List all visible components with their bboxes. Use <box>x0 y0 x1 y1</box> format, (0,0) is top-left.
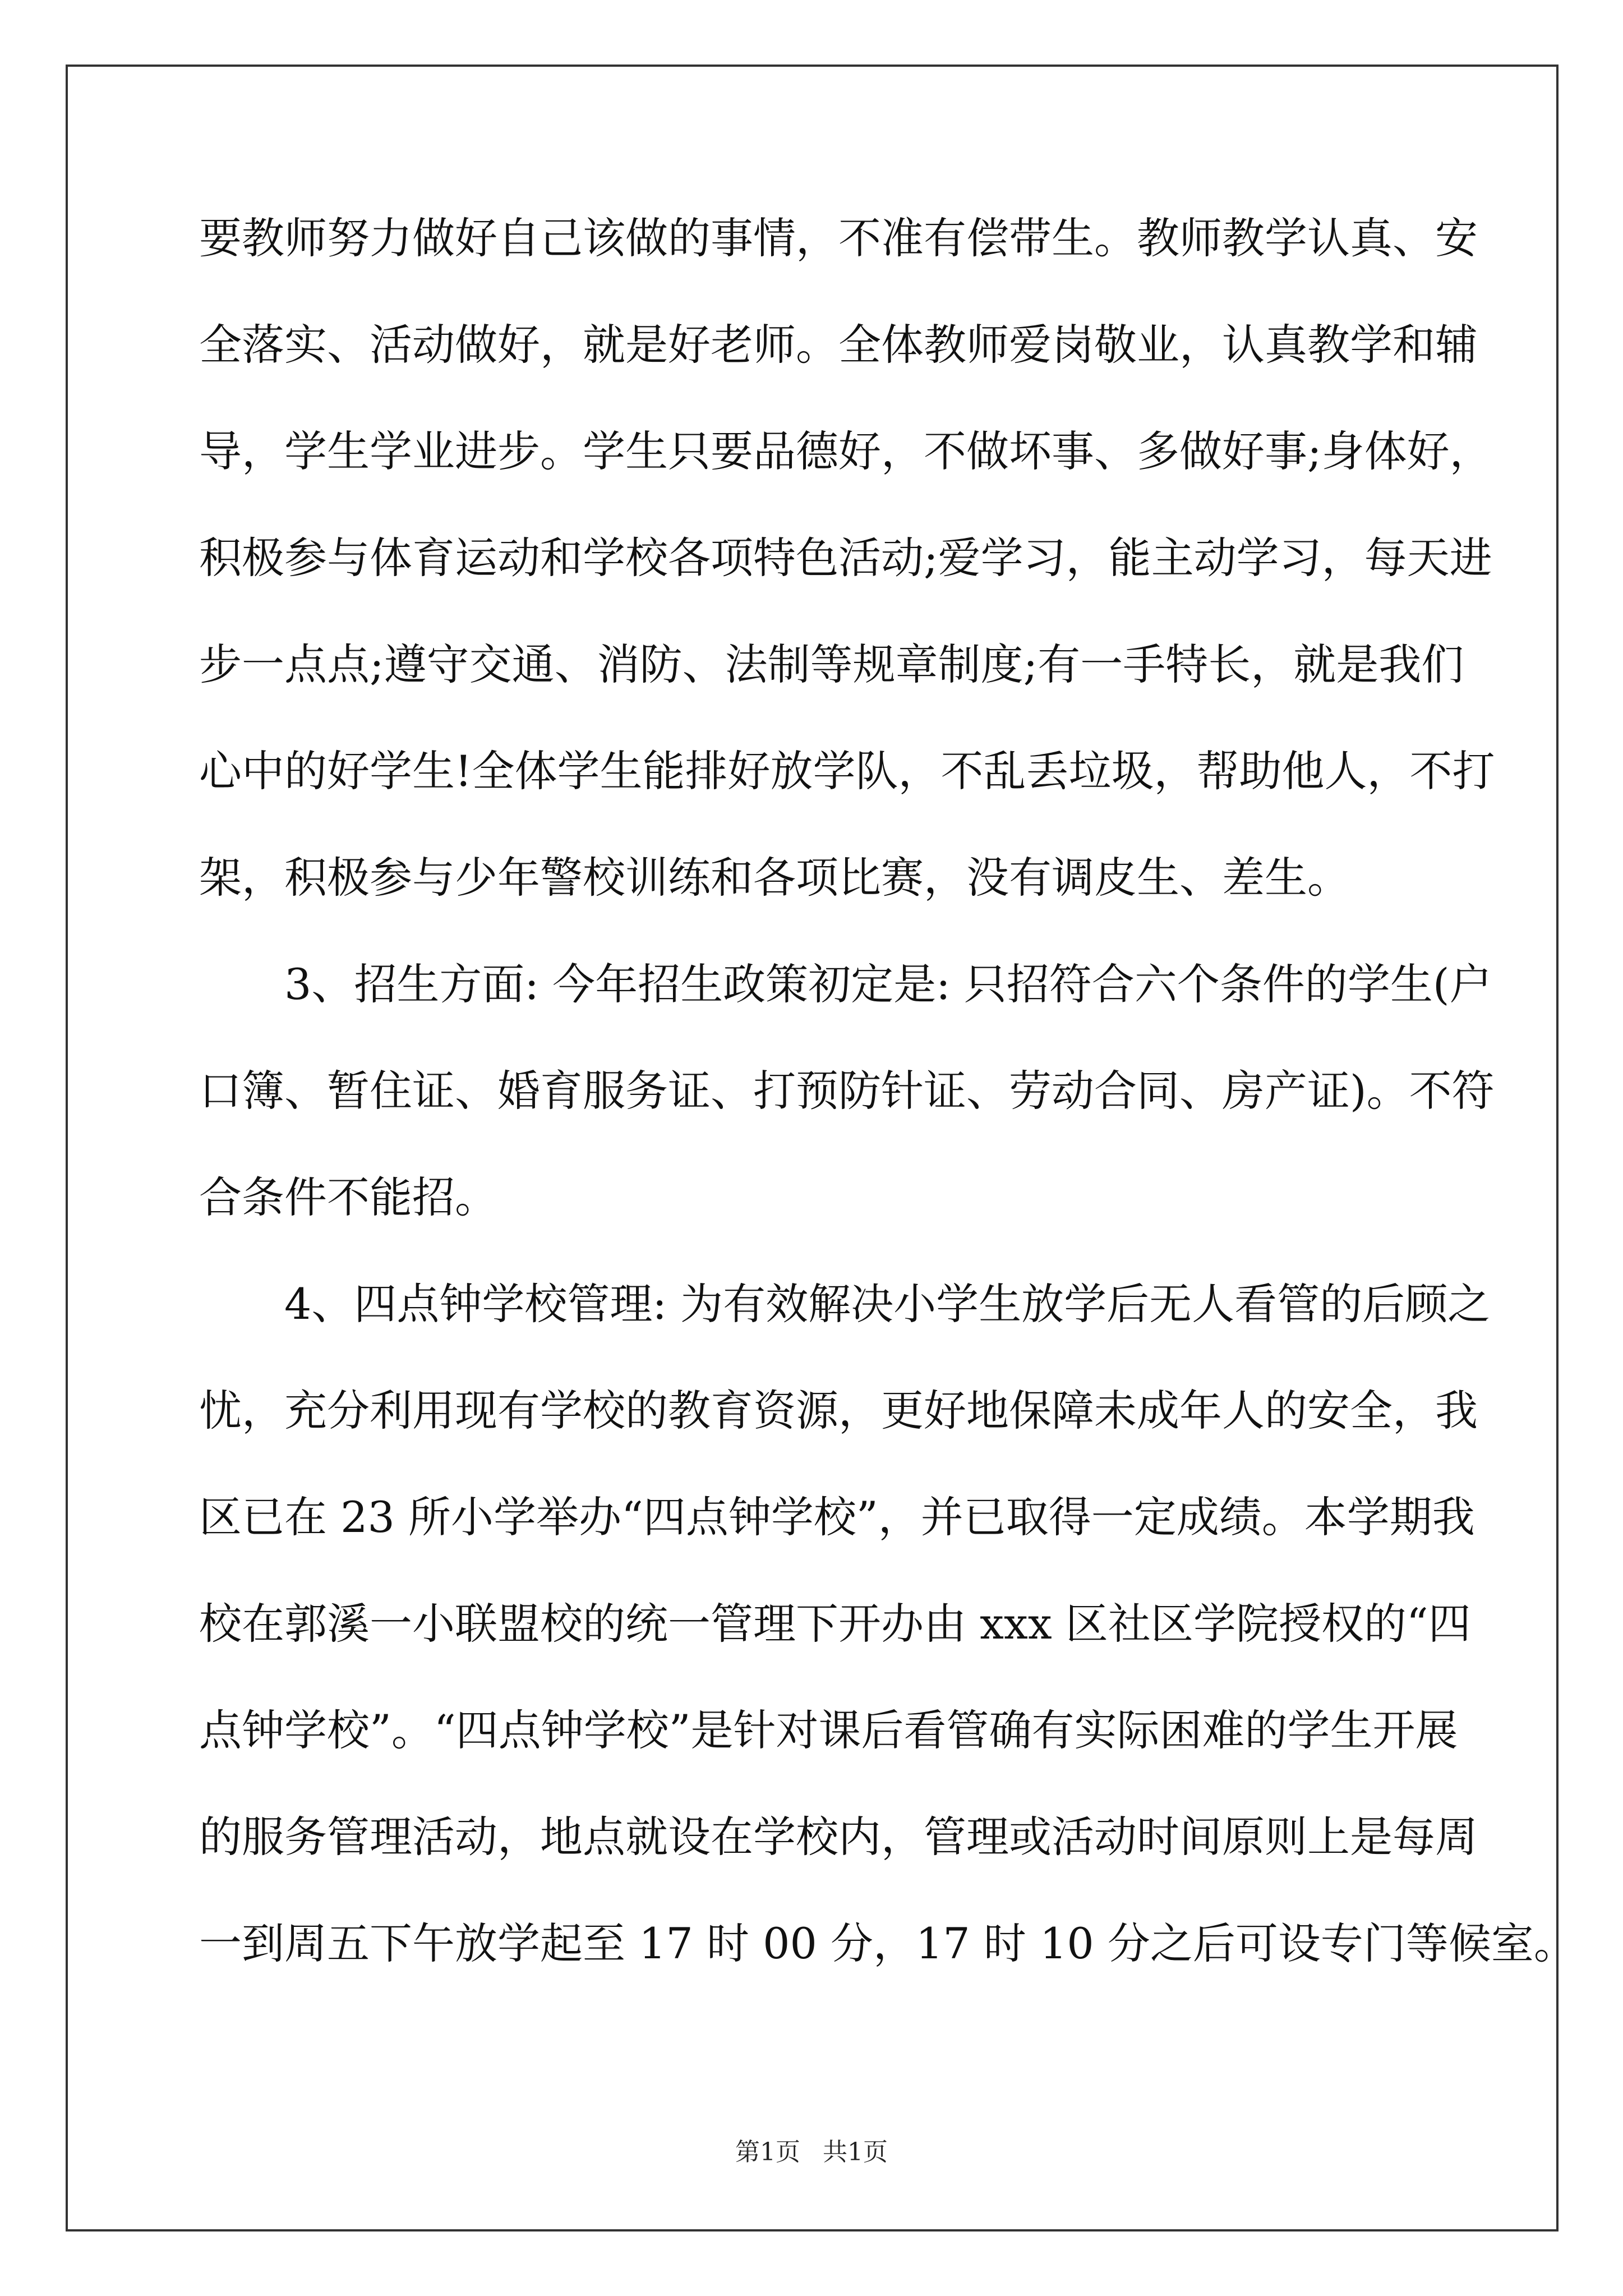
text-line: 区已在 23 所小学举办“四点钟学校”，并已取得一定成绩。本学期我 <box>199 1492 1475 1542</box>
text-line: 3、招生方面: 今年招生政策初定是: 只招符合六个条件的学生(户 <box>284 959 1492 1009</box>
text-line: 架，积极参与少年警校训练和各项比赛，没有调皮生、差生。 <box>199 853 1350 903</box>
text-line: 口簿、暂住证、婚育服务证、打预防针证、劳动合同、房产证)。不符 <box>199 1066 1495 1116</box>
text-line: 心中的好学生!全体学生能排好放学队，不乱丢垃圾，帮助他人，不打 <box>199 746 1495 796</box>
page-number: 第1页 <box>735 2138 800 2166</box>
text-line: 一到周五下午放学起至 17 时 00 分，17 时 10 分之后可设专门等候室。 <box>199 1918 1576 1968</box>
text-line: 要教师努力做好自己该做的事情，不准有偿带生。教师教学认真、安 <box>199 213 1478 263</box>
text-line: 忧，充分利用现有学校的教育资源，更好地保障未成年人的安全，我 <box>199 1386 1478 1435</box>
text-line: 4、四点钟学校管理: 为有效解决小学生放学后无人看管的后顾之 <box>284 1279 1491 1329</box>
document-body <box>199 185 1576 1997</box>
text-line: 校在郭溪一小联盟校的统一管理下开办由 xxx 区社区学院授权的“四 <box>199 1599 1471 1649</box>
page-total: 共1页 <box>823 2138 888 2166</box>
text-line: 积极参与体育运动和学校各项特色活动;爱学习，能主动学习，每天进 <box>199 533 1492 583</box>
text-line: 导，学生学业进步。学生只要品德好，不做坏事、多做好事;身体好， <box>199 426 1492 476</box>
text-line: 合条件不能招。 <box>199 1172 497 1222</box>
text-line: 步一点点;遵守交通、消防、法制等规章制度;有一手特长，就是我们 <box>199 639 1464 689</box>
text-line: 全落实、活动做好，就是好老师。全体教师爱岗敬业，认真教学和辅 <box>199 320 1478 370</box>
text-line: 的服务管理活动，地点就设在学校内，管理或活动时间原则上是每周 <box>199 1812 1478 1862</box>
text-line: 点钟学校”。“四点钟学校”是针对课后看管确有实际困难的学生开展 <box>199 1705 1458 1755</box>
page-footer <box>0 2132 1623 2168</box>
